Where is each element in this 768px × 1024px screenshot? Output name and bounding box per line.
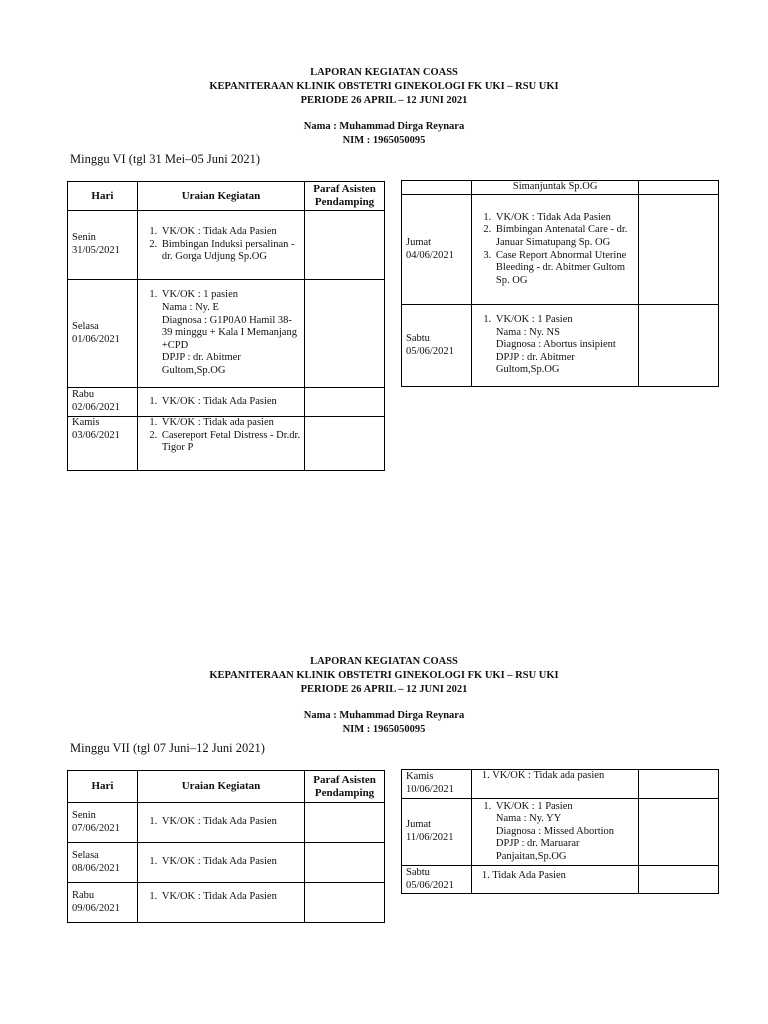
- day-name: Kamis: [72, 417, 100, 428]
- activity-table-right-2: [401, 769, 719, 894]
- day-name: Sabtu: [406, 866, 430, 878]
- signature-cell: [305, 417, 385, 471]
- day-date: 01/06/2021: [72, 333, 120, 345]
- patient-diagnosis: Diagnosa : Abortus insipient: [495, 339, 616, 351]
- day-date: 04/06/2021: [406, 249, 454, 261]
- signature-cell: [639, 770, 719, 799]
- activity-item: [494, 801, 635, 864]
- activity-item: 1. VK/OK : Tidak Ada Pasien: [160, 856, 300, 869]
- activity-cell: [137, 280, 304, 388]
- day-name: Rabu: [72, 389, 95, 401]
- activity-cell: [137, 803, 304, 843]
- patient-diagnosis: Diagnosa : Missed Abortion: [495, 825, 615, 837]
- day-name: Selasa: [72, 320, 99, 332]
- day-cell: [68, 843, 138, 883]
- activity-item: 1. VK/OK : Tidak Ada Pasien: [494, 212, 635, 225]
- activity-text: 1. VK/OK : 1 Pasien: [495, 314, 573, 326]
- day-date: 10/06/2021: [406, 784, 454, 795]
- student-nim: NIM : 1965050095: [342, 135, 426, 146]
- table-row: [402, 195, 719, 305]
- activity-table-left: [67, 181, 385, 471]
- day-date: 02/06/2021: [72, 402, 120, 413]
- day-cell: [402, 770, 472, 799]
- signature-cell: [639, 866, 719, 894]
- header-hari: Hari: [68, 182, 138, 211]
- activity-item: 2. Bimbingan Antenatal Care - dr. Januar Simatupang Sp. OG: [494, 224, 635, 249]
- table-row: [68, 843, 385, 883]
- table-row: [68, 280, 385, 388]
- day-cell: [68, 211, 138, 280]
- activity-item: 1. VK/OK : Tidak Ada Pasien: [160, 891, 300, 904]
- day-cell: [402, 305, 472, 387]
- activity-text: 1. VK/OK : Tidak ada pasien: [471, 770, 639, 799]
- day-name: Senin: [72, 809, 96, 821]
- patient-diagnosis: Diagnosa : G1P0A0 Hamil 38-39 minggu + Kala I Memanjang +CPD: [161, 314, 297, 351]
- table-header-row: [68, 182, 385, 211]
- signature-cell: [305, 843, 385, 883]
- activity-text: 1. VK/OK : 1 Pasien: [495, 800, 573, 812]
- signature-cell: [305, 388, 385, 417]
- day-name: Senin: [72, 232, 96, 244]
- report-period: PERIODE 26 APRIL – 12 JUNI 2021: [300, 684, 468, 695]
- day-cell: [68, 280, 138, 388]
- header-uraian: Uraian Kegiatan: [137, 771, 304, 803]
- activity-cell: [137, 211, 304, 280]
- table-row: [402, 305, 719, 387]
- day-date: 31/05/2021: [72, 245, 120, 256]
- patient-name: Nama : Ny. E: [161, 302, 219, 314]
- activity-cell: [137, 843, 304, 883]
- activity-item: [494, 314, 635, 377]
- day-name: Selasa: [72, 849, 99, 861]
- week-label: Minggu VII (tgl 07 Juni–12 Juni 2021): [70, 741, 265, 755]
- activity-table-left-2: [67, 770, 385, 923]
- report-header-1: [0, 66, 768, 148]
- day-cell: [68, 883, 138, 923]
- signature-cell: [639, 195, 719, 305]
- student-name: Nama : Muhammad Dirga Reynara: [303, 710, 465, 721]
- table-row: [68, 803, 385, 843]
- table-row: [68, 883, 385, 923]
- activity-cell: [137, 417, 304, 471]
- report-subtitle: KEPANITERAAN KLINIK OBSTETRI GINEKOLOGI FK UKI – RSU UKI: [209, 670, 559, 681]
- table-row: [402, 866, 719, 894]
- activity-item: 1. VK/OK : Tidak Ada Pasien: [160, 226, 300, 239]
- day-date: 11/06/2021: [406, 832, 454, 843]
- activity-cell: [471, 195, 639, 305]
- activity-cell: [137, 883, 304, 923]
- table-row: [68, 388, 385, 417]
- activity-item: 2. Bimbingan Induksi persalinan - dr. Gorga Udjung Sp.OG: [160, 239, 300, 264]
- report-title: LAPORAN KEGIATAN COASS: [310, 67, 458, 78]
- report-subtitle: KEPANITERAAN KLINIK OBSTETRI GINEKOLOGI FK UKI – RSU UKI: [209, 81, 559, 92]
- day-cell: [402, 866, 472, 894]
- day-cell: [402, 181, 472, 195]
- activity-item: 1. VK/OK : Tidak Ada Pasien: [160, 816, 300, 829]
- day-cell: [68, 388, 138, 417]
- report-period: PERIODE 26 APRIL – 12 JUNI 2021: [300, 95, 468, 106]
- day-date: 09/06/2021: [72, 902, 120, 914]
- signature-cell: [639, 305, 719, 387]
- patient-dpjp: DPJP : dr. Abitmer Gultom,Sp.OG: [495, 351, 575, 376]
- day-cell: [402, 195, 472, 305]
- table-row: [402, 799, 719, 866]
- day-name: Kamis: [406, 771, 434, 783]
- activity-cell: [471, 799, 639, 866]
- activity-item: 3. Case Report Abnormal Uterine Bleeding - dr. Abitmer Gultom Sp. OG: [494, 250, 635, 288]
- activity-item: [160, 289, 300, 377]
- activity-continuation: Simanjuntak Sp.OG: [471, 181, 639, 195]
- signature-cell: [305, 803, 385, 843]
- day-name: Sabtu: [406, 332, 430, 344]
- day-date: 07/06/2021: [72, 822, 120, 834]
- patient-name: Nama : Ny. NS: [495, 326, 560, 338]
- student-nim: NIM : 1965050095: [342, 724, 426, 735]
- activity-item: 2. Casereport Fetal Distress - Dr.dr. Tigor P: [160, 430, 300, 455]
- report-title: LAPORAN KEGIATAN COASS: [310, 656, 458, 667]
- table-row: [68, 211, 385, 280]
- week-label: Minggu VI (tgl 31 Mei–05 Juni 2021): [70, 152, 261, 166]
- day-cell: [402, 799, 472, 866]
- patient-name: Nama : Ny. YY: [495, 813, 562, 825]
- day-date: 08/06/2021: [72, 862, 120, 874]
- signature-cell: [639, 181, 719, 195]
- header-hari: Hari: [68, 771, 138, 803]
- activity-text: 1. Tidak Ada Pasien: [471, 866, 639, 894]
- day-name: Jumat: [406, 236, 432, 248]
- day-name: Rabu: [72, 889, 95, 901]
- day-date: 03/06/2021: [72, 429, 120, 441]
- activity-item: 1. VK/OK : Tidak ada pasien: [160, 417, 300, 430]
- student-name: Nama : Muhammad Dirga Reynara: [303, 121, 465, 132]
- header-uraian: Uraian Kegiatan: [137, 182, 304, 211]
- day-cell: [68, 803, 138, 843]
- day-cell: [68, 417, 138, 471]
- day-name: Jumat: [406, 819, 432, 831]
- header-paraf: Paraf Asisten Pendamping: [305, 182, 385, 211]
- header-paraf: Paraf Asisten Pendamping: [305, 771, 385, 803]
- day-date: 05/06/2021: [406, 345, 454, 357]
- signature-cell: [639, 799, 719, 866]
- table-row: [68, 417, 385, 471]
- activity-text: 1. VK/OK : 1 pasien: [161, 289, 238, 301]
- signature-cell: [305, 883, 385, 923]
- table-row: [402, 770, 719, 799]
- activity-cell: [137, 388, 304, 417]
- activity-item: 1. VK/OK : Tidak Ada Pasien: [160, 396, 300, 409]
- signature-cell: [305, 280, 385, 388]
- signature-cell: [305, 211, 385, 280]
- report-header-2: [0, 655, 768, 737]
- patient-dpjp: DPJP : dr. Abitmer Gultom,Sp.OG: [161, 352, 241, 376]
- table-row-continuation: [402, 181, 719, 195]
- table-header-row: [68, 771, 385, 803]
- patient-dpjp: DPJP : dr. Maruarar Panjaitan,Sp.OG: [495, 838, 580, 862]
- activity-cell: [471, 305, 639, 387]
- activity-table-right: [401, 180, 719, 387]
- day-date: 05/06/2021: [406, 879, 454, 891]
